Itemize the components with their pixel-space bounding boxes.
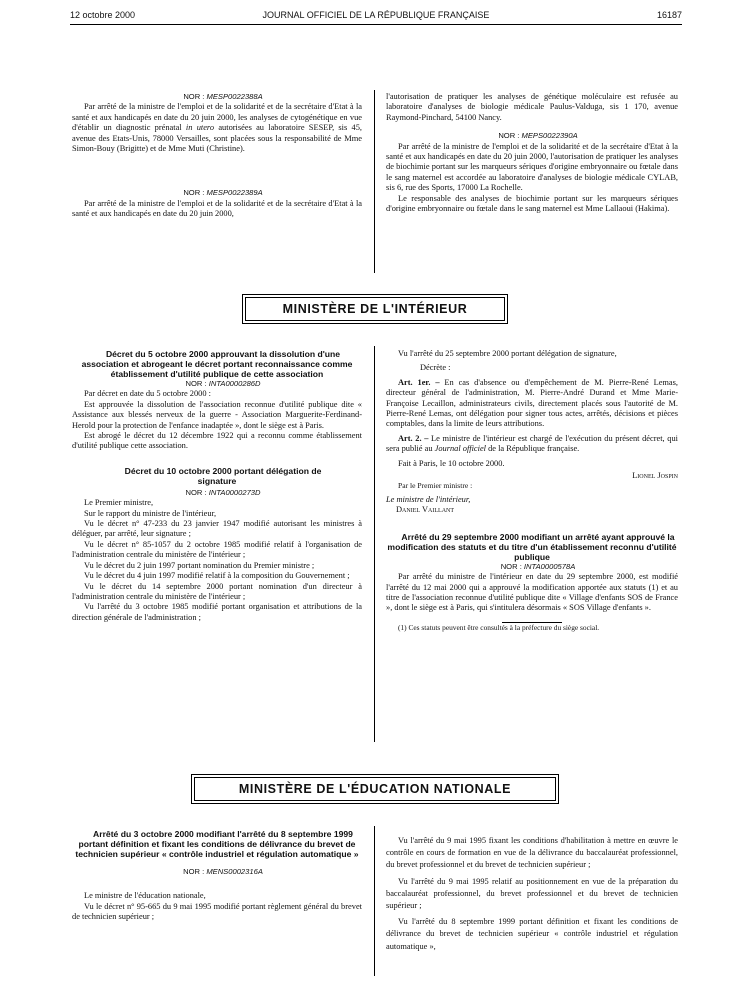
column-divider (374, 826, 375, 976)
visa: Le Premier ministre, (84, 498, 154, 508)
decrete-line: Décrète : (420, 363, 451, 373)
paragraph: Est abrogé le décret du 12 décembre 1922 qui a reconnu comme établissement d'utilité publique cette association. (72, 431, 362, 451)
nor-line: NOR : MENS0002316A (183, 867, 263, 876)
signatory-role: Le ministre de l'intérieur, (386, 494, 471, 504)
visa: Vu l'arrêté du 9 mai 1995 fixant les conditions d'habilitation à mettre en œuvre le contrôle en cours de formation en vue de la délivrance du baccalauréat professionnel, du brevet professionnel et du brevet de technicien supérieur ; (386, 836, 678, 870)
nor-line: NOR : INTA0000273D (185, 487, 261, 497)
decision-paragraph: l'autorisation de pratiquer les analyses de génétique moléculaire est refusée au laboratoire d'analyses de biologie médicale Paulus-Valduga, sis 1 170, avenue Raymond-Pinchard, 54100 Nancy. (386, 92, 678, 122)
signature-pm: Lionel Jospin (632, 471, 678, 481)
paragraph: Par arrêté du ministre de l'intérieur en date du 29 septembre 2000, est modifié l'arrêté du 12 mai 2000 qui a approuvé la modification apportée aux statuts (1) et au titre de l'association reconnue d'utilité publique dite « Village d'enfants SOS de France », dont le siège est à Paris, qui s'intitulera désormais « SOS Village d'enfants ». (386, 572, 678, 613)
column-divider (374, 90, 375, 273)
nor-line: NOR : INTA0000578A (500, 561, 576, 571)
decision-paragraph: Par arrêté de la ministre de l'emploi et de la solidarité et de la secrétaire d'Etat à la santé et aux handicapés en date du 20 juin 2000, (72, 198, 362, 219)
visa: Vu le décret n° 95-665 du 9 mai 1995 modifié portant règlement général du brevet de technicien supérieur ; (72, 901, 362, 922)
column-divider (374, 346, 375, 742)
visa: Sur le rapport du ministre de l'intérieur, (84, 508, 217, 518)
fait-line: Fait à Paris, le 10 octobre 2000. (398, 458, 505, 468)
paragraph: Le ministre de l'éducation nationale, (84, 891, 206, 901)
article-2: Art. 2. – Le ministre de l'intérieur est chargé de l'exécution du présent décret, qui sera publié au Journal officiel de la République française. (386, 433, 678, 454)
paragraph: Est approuvée la dissolution de l'association reconnue d'utilité publique dite « Assistance aux blessés nerveux de la guerre - Association Marguerite-Ferdinand-Herold pour la protection de l'enfance inadaptée », dont le siège est à Paris. (72, 399, 362, 430)
visa: Vu l'arrêté du 25 septembre 2000 portant délégation de signature, (398, 349, 617, 358)
nor-line: NOR : MESP0022388A (183, 92, 263, 101)
page-number: 16187 (656, 10, 682, 20)
decision-paragraph: Le responsable des analyses de biochimie portant sur les marqueurs sériques d'origine embryonnaire ou fœtale dans le sang maternel est Mme Lallaoui (Hakima). (386, 193, 678, 214)
top-left-column (72, 92, 362, 220)
decree-title: Décret du 5 octobre 2000 approuvant la dissolution d'une association et abrogeant le décret portant reconnaissance comme établissement d'utilité publique de cette association (81, 349, 353, 379)
decision-paragraph: Par arrêté de la ministre de l'emploi et de la solidarité et de la secrétaire d'Etat à la santé et aux handicapés en date du 20 juin 2000, les analyses de cytogénétique en vue d'établir un diagnostic prénatal in utero autorisées au laboratoire SESEP, sis 45, avenue des Etats-Unis, 78000 Versailles, sont placées sous la responsabilité de Mme Simon-Bouy (Brigitte) et de Mme Muti (Christine). (72, 102, 363, 154)
signature-minister: Daniel Vaillant (396, 505, 455, 515)
visa: Vu le décret du 2 juin 1997 portant nomination du Premier ministre ; (84, 560, 315, 570)
paragraph: Par décret en date du 5 octobre 2000 : (84, 389, 211, 399)
header-date: 12 octobre 2000 (70, 10, 136, 20)
par-le-premier-ministre: Par le Premier ministre : (398, 481, 473, 491)
visa: Vu le décret n° 47-233 du 23 janvier 1947 modifié autorisant les ministres à déléguer, par arrêté, leur signature ; (72, 519, 362, 539)
visa: Vu le décret du 14 septembre 2000 portant nomination d'un directeur à l'administration centrale du ministère de l'intérieur ; (72, 581, 362, 601)
education-left-column (72, 829, 362, 923)
arrete-title: Arrêté du 3 octobre 2000 modifiant l'arrêté du 8 septembre 1999 portant définition et fixant les conditions de délivrance du brevet de technicien supérieur « contrôle industriel et régulation automatique » (75, 829, 359, 859)
footnote: (1) Ces statuts peuvent être consultés à la préfecture du siège social. (398, 622, 600, 632)
visa: Vu l'arrêté du 9 mai 1995 relatif au positionnement en vue de la préparation du baccalauréat professionnel, du brevet professionnel et du brevet de technicien supérieur ; (386, 876, 678, 911)
ministry-heading-education: MINISTÈRE DE L'ÉDUCATION NATIONALE (191, 774, 559, 804)
nor-line: NOR : MESP0022389A (183, 188, 263, 198)
arrete-title: Arrêté du 29 septembre 2000 modifiant un arrêté ayant approuvé la modification des statuts et du titre d'un établissement reconnu d'utilité publique (387, 531, 677, 562)
visa: Vu le décret du 4 juin 1997 modifié relatif à la composition du Gouvernement ; (84, 571, 350, 581)
header-rule (70, 24, 682, 25)
education-right-column (386, 835, 678, 953)
nor-line: NOR : INTA0000286D (185, 379, 261, 388)
running-header (70, 10, 682, 24)
interieur-right-column (386, 349, 678, 632)
top-right-column (386, 92, 678, 214)
visa: Vu l'arrêté du 8 septembre 1999 portant définition et fixant les conditions de délivrance du brevet de technicien supérieur « contrôle industriel et régulation automatique », (386, 917, 678, 951)
ministry-heading-interieur: MINISTÈRE DE L'INTÉRIEUR (242, 294, 508, 324)
article-1: Art. 1er. – En cas d'absence ou d'empêchement de M. Pierre-René Lemas, directeur général de l'administration, M. Pierre-André Durand et Mme Marie-Françoise Lecaillon, administrateurs civils, directement placés sous l'autorité de M. Pierre-René Lemas, ont délégation pour signer tous actes, arrêtés, décisions et pièces comptables, dans la limite de leurs attributions. (386, 377, 678, 429)
nor-line: NOR : MEPS0022390A (498, 131, 578, 141)
visa: Vu le décret n° 85-1057 du 2 octobre 1985 modifié relatif à l'organisation de l'administration centrale du ministère de l'intérieur ; (72, 539, 362, 560)
header-title: JOURNAL OFFICIEL DE LA RÉPUBLIQUE FRANÇAISE (262, 10, 490, 20)
decree-title: Décret du 10 octobre 2000 portant délégation de signature (124, 465, 322, 486)
interieur-left-column (72, 349, 362, 623)
decision-paragraph: Par arrêté de la ministre de l'emploi et de la solidarité et de la secrétaire d'Etat à la santé et aux handicapés en date du 20 juin 2000, l'autorisation de pratiquer les analyses de biochimie portant sur les marqueurs sériques d'origine embryonnaire ou fœtale dans le sang maternel est accordée au laboratoire d'analyses de biologie médicale CYLAB, sis 6, rue des Sports, 17000 La Rochelle. (386, 141, 678, 193)
visa: Vu l'arrêté du 3 octobre 1985 modifié portant organisation et attributions de la direction générale de l'administration ; (72, 602, 362, 622)
